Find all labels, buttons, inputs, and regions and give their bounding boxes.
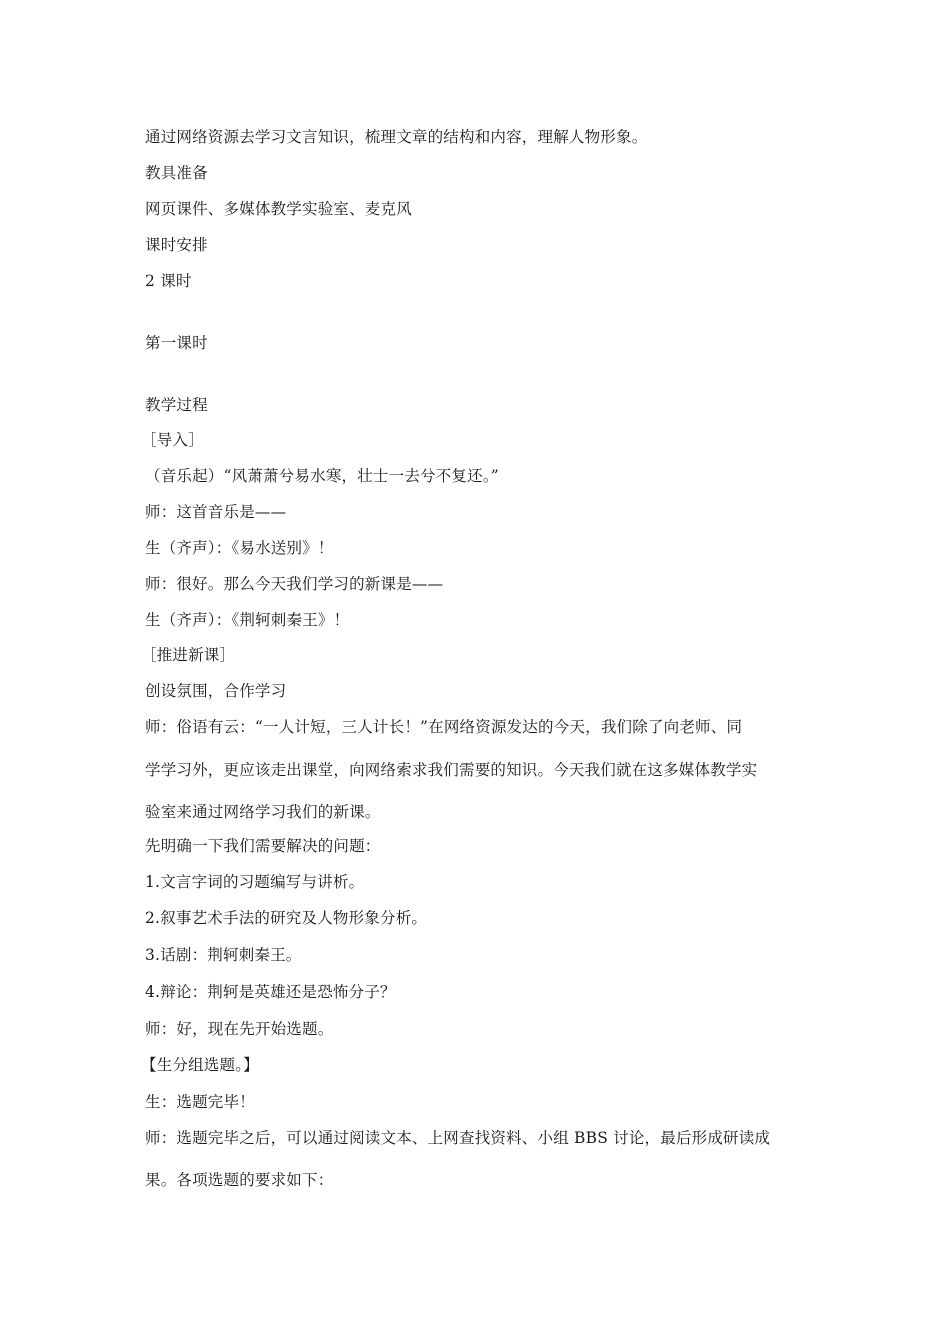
dialogue-line: 生：选题完毕！ [145, 1093, 255, 1111]
paragraph-music: （音乐起）“风萧萧兮易水寒，壮士一去兮不复还。” [145, 467, 499, 485]
paragraph-teacher-intro: 师：俗语有云：“一人计短，三人计长！”在网络资源发达的今天，我们除了向老师、同 [145, 718, 743, 736]
heading-teaching-aids: 教具准备 [145, 164, 208, 182]
list-item: 3.话剧：荆轲刺秦王。 [145, 946, 302, 964]
paragraph-teacher-intro-cont: 学学习外，更应该走出课堂，向网络索求我们需要的知识。今天我们就在这多媒体教学实 [145, 761, 758, 779]
dialogue-line: 师：这首音乐是—— [145, 503, 287, 521]
list-item: 2.叙事艺术手法的研究及人物形象分析。 [145, 909, 428, 927]
heading-first-lesson: 第一课时 [145, 334, 208, 352]
paragraph-problems-intro: 先明确一下我们需要解决的问题： [145, 837, 381, 855]
dialogue-line: 生（齐声）：《易水送别》！ [145, 539, 334, 557]
section-new-lesson: ［推进新课］ [141, 646, 236, 664]
heading-schedule: 课时安排 [145, 236, 208, 254]
paragraph-topic-requirements: 师：选题完毕之后，可以通过阅读文本、上网查找资料、小组 BBS 讨论，最后形成研读成 [145, 1129, 771, 1147]
dialogue-line: 师：很好。那么今天我们学习的新课是—— [145, 575, 444, 593]
dialogue-line: 生（齐声）：《荆轲刺秦王》！ [145, 611, 350, 629]
section-introduction: ［导入］ [141, 431, 204, 449]
paragraph-objective: 通过网络资源去学习文言知识，梳理文章的结构和内容，理解人物形象。 [145, 128, 648, 146]
stage-direction: 【生分组选题。】 [141, 1056, 259, 1074]
paragraph-teacher-intro-end: 验室来通过网络学习我们的新课。 [145, 803, 381, 821]
heading-teaching-process: 教学过程 [145, 396, 208, 414]
list-item: 4.辩论：荆轲是英雄还是恐怖分子？ [145, 983, 396, 1001]
dialogue-line: 师：好，现在先开始选题。 [145, 1020, 334, 1038]
paragraph-teaching-aids: 网页课件、多媒体教学实验室、麦克风 [145, 200, 412, 218]
list-item: 1.文言字词的习题编写与讲析。 [145, 873, 365, 891]
paragraph-topic-requirements-cont: 果。各项选题的要求如下： [145, 1171, 334, 1189]
paragraph-schedule: 2 课时 [145, 272, 192, 290]
subheading-atmosphere: 创设氛围，合作学习 [145, 682, 287, 700]
